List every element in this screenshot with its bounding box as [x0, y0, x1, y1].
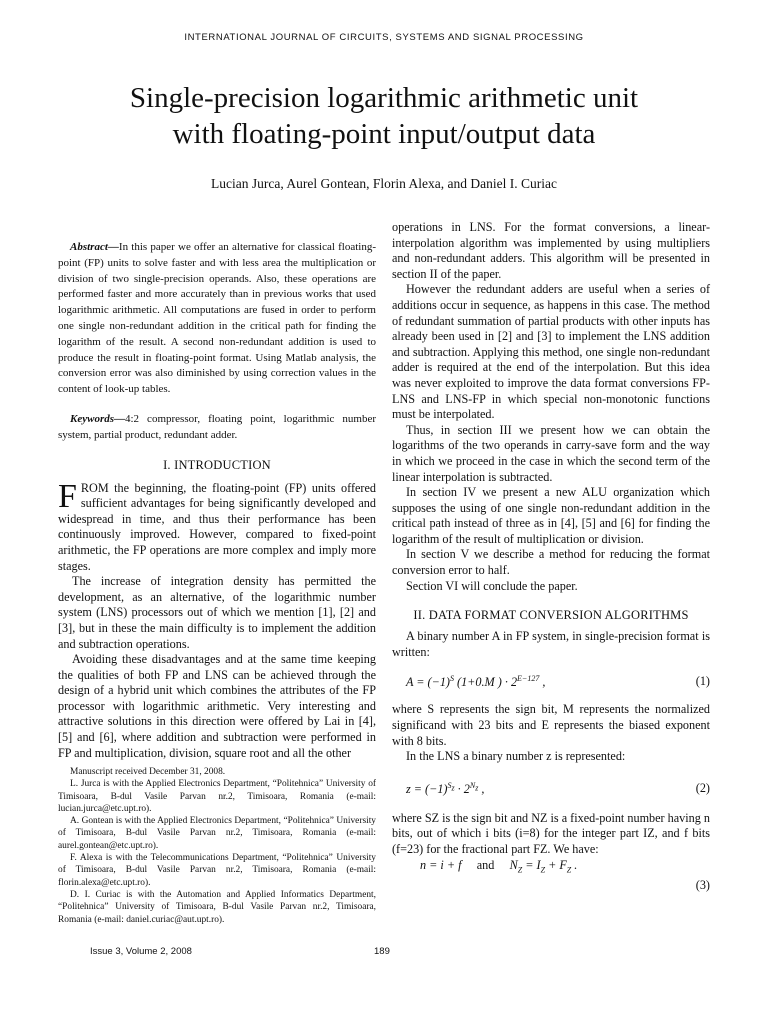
paper-title — [60, 80, 708, 152]
equation-2-number: (2) — [695, 780, 710, 795]
equation-1-number: (1) — [695, 674, 710, 689]
keywords-label: Keywords— — [70, 412, 125, 425]
right-paragraph-2: Thus, in section III we present how we can obtain the logarithms of the two operands in carry-save form and the way in which we proceed in the case in which the second term of the linear interpolation is subtracted. — [392, 422, 710, 484]
section-heading-conversion: II. DATA FORMAT CONVERSION ALGORITHMS — [413, 608, 689, 623]
journal-header: INTERNATIONAL JOURNAL OF CIRCUITS, SYSTEMS AND SIGNAL PROCESSING — [184, 32, 584, 43]
keywords — [58, 412, 376, 444]
right-paragraph-1: However the redundant adders are useful when a series of additions occur in sequence, as happens in this case. The method of redundant summation of partial products with other inputs has already been used in [2] and [3] to implement the LNS addition and subtraction. Applying this method, one single non-redundant adder is required at the end of the interpolation. But this idea was never exploited to improve the data format conversions FP-LNS and LNS-FP in which special non-monotonic functions must be interpolated. — [392, 282, 710, 422]
abstract-text: In this paper we offer an alternative for classical floating-point (FP) units to solve faster and with less area the multiplication or division of two single-precision operands. Also, these operations are performed faster and more accurately than in previous works that used logarithmic arithmetic. All computations are fused in order to perform one single non-redundant addition in the critical path for finding the logarithm of the result. A second non-redundant addition is used to produce the result in floating-point format. Using Matlab analysis, the conversion error was also diminished by using correction values in the content of look-up tables. — [58, 241, 376, 396]
footer-page-number: 189 — [374, 946, 390, 957]
intro-paragraph-1 — [58, 477, 376, 575]
equation-2 — [392, 773, 710, 803]
right-paragraph-9: where SZ is the sign bit and NZ is a fixed-point number having n bits, out of which i bits (i=8) for the integer part IZ, and f bits (f=23) for the fractional part FZ. We have: — [392, 810, 710, 856]
right-paragraph-3: In section IV we present a new ALU organization which supposes the using of one single non-redundant addition in the critical path instead of three as in [4], [5] and [6] for finding the logarithm of the result of multiplication or division. — [392, 485, 710, 546]
left-column — [58, 240, 376, 761]
right-paragraph-6: A binary number A in FP system, in single-precision format is written: — [392, 629, 710, 659]
abstract — [58, 240, 376, 398]
abstract-label: Abstract— — [70, 241, 119, 253]
footnote-jurca: L. Jurca is with the Applied Electronics Department, “Politehnica” University of Timisoara, B-dul Vasile Parvan nr.2, Timisoara, Romania (e-mail: lucian.jurca@etc.upt.ro). — [58, 779, 376, 814]
footnote-gontean: A. Gontean is with the Applied Electronics Department, “Politehnica” University of Timisoara, B-dul Vasile Parvan nr.2, Timisoara, Romania (e-mail: aurel.gontean@etc.upt.ro). — [58, 816, 376, 851]
footer-issue: Issue 3, Volume 2, 2008 — [90, 946, 192, 957]
equation-1-body: $A = (-1)^S$ (1+0.M ) · $2^{E-127}$ , — [406, 674, 546, 690]
drop-cap: F — [58, 477, 77, 515]
section-heading-introduction: I. INTRODUCTION — [163, 457, 271, 472]
authors: Lucian Jurca, Aurel Gontean, Florin Alexa, and Daniel I. Curiac — [210, 176, 558, 191]
right-paragraph-5: Section VI will conclude the paper. — [406, 578, 578, 593]
title-line-2: with floating-point input/output data — [172, 118, 596, 150]
footnotes — [58, 766, 376, 926]
right-paragraph-7: where S represents the sign bit, M represents the normalized significand with 23 bits and E represents the biased exponent with 8 bits. — [392, 702, 710, 748]
right-paragraph-0: operations in LNS. For the format conversions, a linear-interpolation algorithm was implemented by using multipliers and non-redundant adders. This algorithm will be presented in section II of the paper. — [392, 220, 710, 281]
equation-3 — [392, 858, 710, 894]
intro-paragraph-2: The increase of integration density has permitted the development, as an alternative, of the logarithmic number system (LNS) processors out of which we mention [1], [2] and [3], but in these the main difficulty is to implement the addition and subtraction operations. — [58, 574, 376, 651]
equation-2-body: $z = (-1)^{S_z} \cdot 2^{N_z}$ , — [406, 780, 485, 796]
right-column — [392, 220, 710, 894]
equation-1 — [392, 666, 710, 696]
intro-paragraph-1-text: ROM the beginning, the floating-point (FP) units offered sufficient advantages for being significantly developed and widespread in time, and thus their performance has been continuously improved. However, compared to fixed-point arithmetic, the FP operations are more complex and imply more stages. — [58, 480, 376, 573]
right-paragraph-8: In the LNS a binary number z is represented: — [406, 749, 626, 764]
footnote-alexa: F. Alexa is with the Telecommunications Department, “Politehnica” University of Timisoara, B-dul Vasile Parvan nr.2, Timisoara, Romania (e-mail: florin.alexa@etc.upt.ro). — [58, 853, 376, 888]
title-line-1: Single-precision logarithmic arithmetic unit — [129, 82, 639, 114]
footnote-received: Manuscript received December 31, 2008. — [70, 767, 226, 777]
keywords-text: 4:2 compressor, floating point, logarithmic number system, partial product, redundant adder. — [58, 412, 376, 441]
intro-paragraph-3: Avoiding these disadvantages and at the same time keeping the qualities of both FP and LNS can be achieved through the design of a hybrid unit which combines the attributes of the FP processor with logarithmic arithmetic. Very interesting and attractive solutions in this direction were offered by Lai in [4], [5] and [6], where addition and subtraction were performed in FP and multiplication, division, square root and all the other — [58, 652, 376, 760]
footnote-curiac: D. I. Curiac is with the Automation and Applied Informatics Department, “Politehnica” University of Timisoara, B-dul Vasile Parvan nr.2, Timisoara, Romania (e-mail: daniel.curiac@aut.upt.ro). — [58, 889, 376, 925]
right-paragraph-4: In section V we describe a method for reducing the format conversion error to half. — [392, 547, 710, 578]
equation-3-body: n = i + f and $N_Z = I_Z + F_Z$ . — [420, 857, 578, 875]
equation-3-number: (3) — [695, 877, 710, 892]
